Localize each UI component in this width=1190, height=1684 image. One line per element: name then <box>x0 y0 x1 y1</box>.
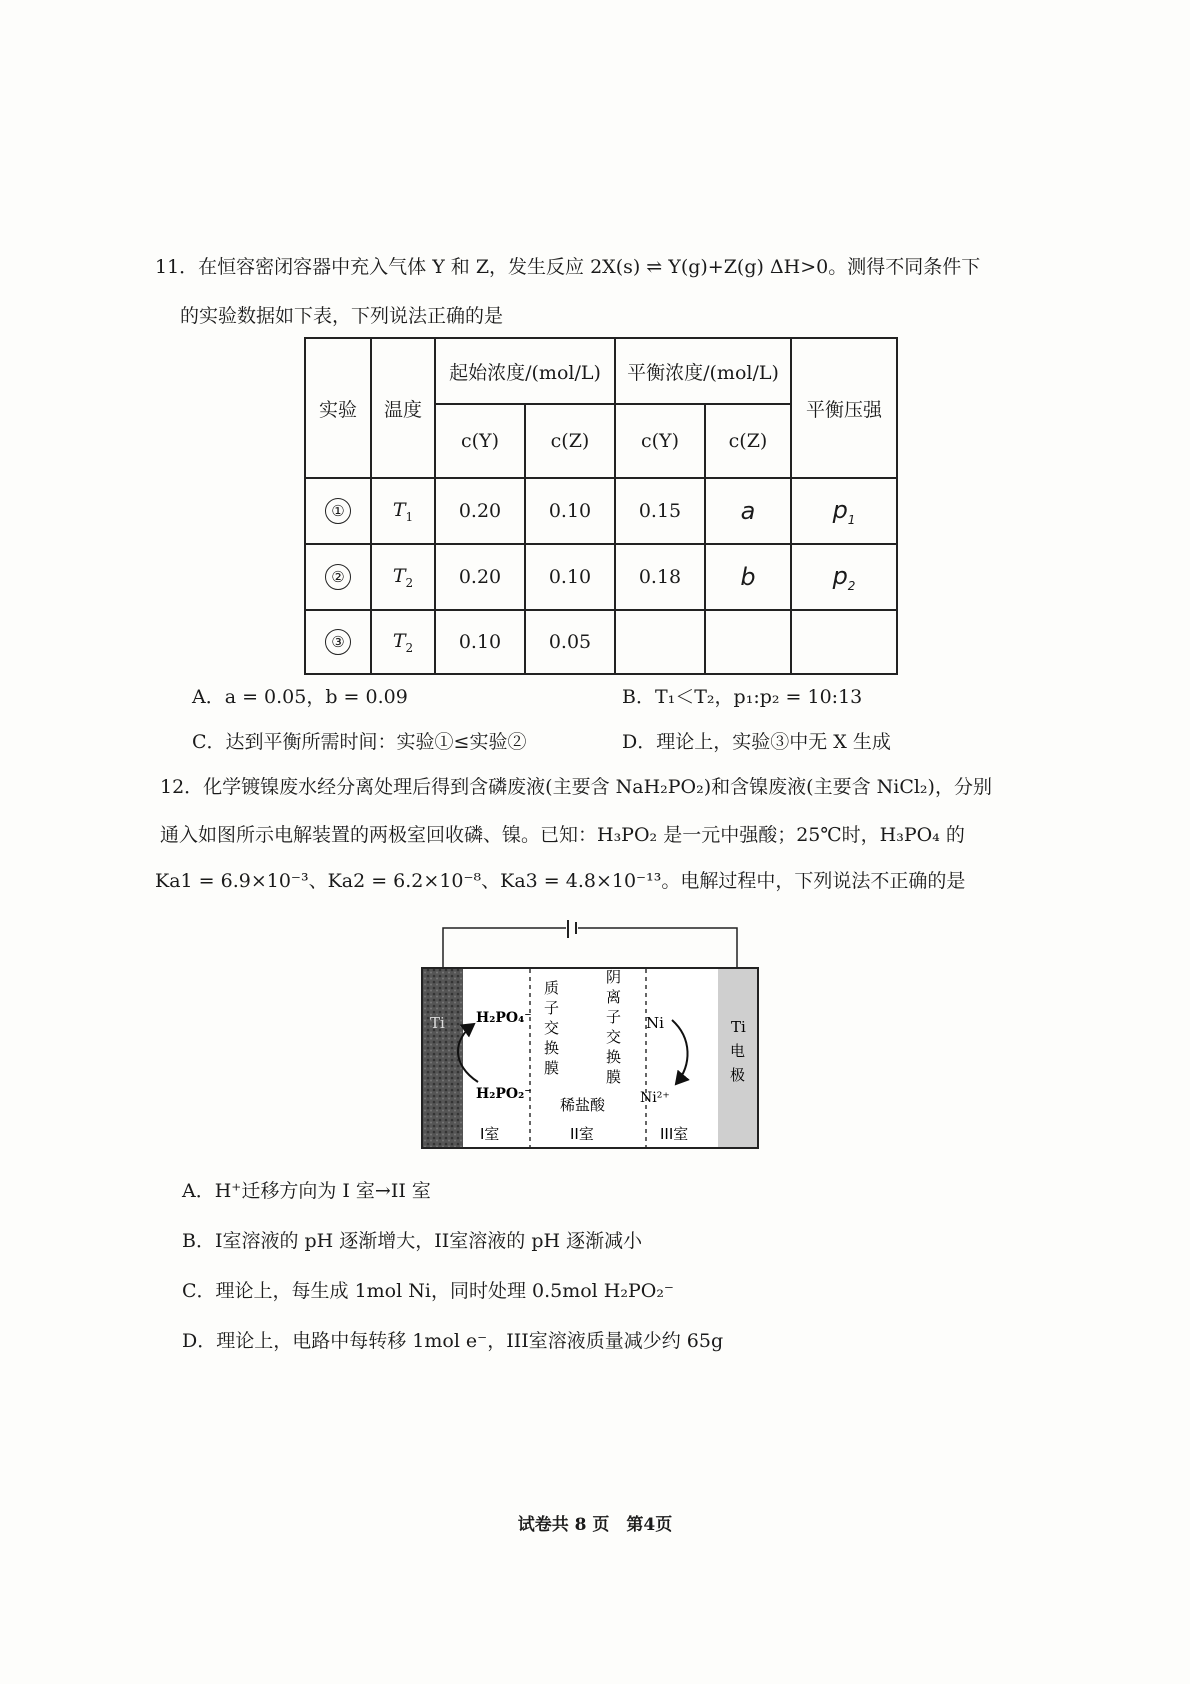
right-electrode-label-2: 电 <box>730 1042 746 1060</box>
cell-cy-equilibrium: 0.15 <box>615 478 705 544</box>
cell-cy-initial: 0.10 <box>435 610 525 674</box>
table-row <box>305 478 897 544</box>
membrane2-label-char: 阴 <box>606 968 622 986</box>
subheader-cz-initial: c(Z) <box>525 404 615 478</box>
room1-product-species: H₂PO₄⁻ <box>476 1010 532 1026</box>
page-footer: 试卷共 8 页 第4页 <box>517 1515 673 1535</box>
cell-cz-equilibrium: b <box>705 544 791 610</box>
membrane2-label-char: 子 <box>606 1008 622 1026</box>
q12-option-d[interactable]: D．理论上，电路中每转移 1mol e⁻，III室溶液质量减少约 65g <box>182 1330 724 1352</box>
subheader-cz-equilibrium: c(Z) <box>705 404 791 478</box>
membrane1-label-char: 交 <box>544 1019 560 1037</box>
room3-reactant-species: Ni²⁺ <box>640 1090 670 1106</box>
header-equilibrium-pressure: 平衡压强 <box>791 338 897 478</box>
experiment-number: ① <box>325 498 351 524</box>
pressure-symbol: p <box>832 561 848 590</box>
cell-cz-equilibrium: a <box>705 478 791 544</box>
temperature-symbol: T <box>392 498 406 521</box>
temperature-subscript: 2 <box>405 575 414 590</box>
cell-pressure <box>791 610 897 674</box>
cell-container <box>422 968 758 1148</box>
temperature-symbol: T <box>392 564 406 587</box>
right-electrode-label-1: Ti <box>731 1018 746 1036</box>
q11-option-d[interactable]: D．理论上，实验③中无 X 生成 <box>622 731 891 753</box>
left-electrode-label: Ti <box>430 1014 445 1032</box>
membrane2-label-char: 交 <box>606 1028 622 1046</box>
middle-solution-label: 稀盐酸 <box>560 1096 606 1114</box>
pressure-subscript: 1 <box>847 512 856 527</box>
membrane2-label-char: 离 <box>606 988 622 1006</box>
room2-label: II室 <box>570 1125 594 1143</box>
room3-label: III室 <box>660 1125 689 1143</box>
membrane1-label-char: 子 <box>544 999 560 1017</box>
cell-cz-equilibrium <box>705 610 791 674</box>
pressure-symbol: p <box>832 495 848 524</box>
right-electrode-label-3: 极 <box>730 1066 746 1084</box>
experiment-number: ② <box>325 564 351 590</box>
table-row <box>305 610 897 674</box>
q11-option-a[interactable]: A．a = 0.05，b = 0.09 <box>192 686 408 708</box>
circuit-wire-right <box>578 928 737 968</box>
subheader-cy-initial: c(Y) <box>435 404 525 478</box>
subheader-cy-equilibrium: c(Y) <box>615 404 705 478</box>
q12-stem-line1: 12．化学镀镍废水经分离处理后得到含磷废液(主要含 NaH₂PO₂)和含镍废液(主要含 NiCl₂)，分别 <box>160 776 992 798</box>
pressure-subscript: 2 <box>847 578 856 593</box>
table-row <box>305 544 897 610</box>
temperature-subscript: 2 <box>405 640 414 655</box>
left-electrode <box>423 969 463 1147</box>
membrane1-label-char: 质 <box>544 979 560 997</box>
membrane1-label-char: 膜 <box>544 1059 560 1077</box>
membrane1-label-char: 换 <box>544 1039 560 1057</box>
cell-cy-equilibrium: 0.18 <box>615 544 705 610</box>
cell-cz-initial: 0.10 <box>525 544 615 610</box>
q11-data-table <box>304 337 898 675</box>
cell-cy-equilibrium <box>615 610 705 674</box>
cell-cy-initial: 0.20 <box>435 544 525 610</box>
q12-option-a[interactable]: A．H⁺迁移方向为 I 室→II 室 <box>182 1180 431 1202</box>
q11-option-c[interactable]: C．达到平衡所需时间：实验①≤实验② <box>192 731 527 753</box>
temperature-symbol: T <box>392 629 406 652</box>
room1-label: I室 <box>480 1125 500 1143</box>
cell-cz-initial: 0.05 <box>525 610 615 674</box>
header-experiment: 实验 <box>305 338 371 478</box>
membrane2-label-char: 换 <box>606 1048 622 1066</box>
room1-reactant-species: H₂PO₂⁻ <box>476 1086 532 1102</box>
header-initial-concentration: 起始浓度/(mol/L) <box>435 338 615 404</box>
header-equilibrium-concentration: 平衡浓度/(mol/L) <box>615 338 791 404</box>
q12-option-c[interactable]: C．理论上，每生成 1mol Ni，同时处理 0.5mol H₂PO₂⁻ <box>182 1280 674 1302</box>
room3-product-species: Ni <box>646 1014 664 1032</box>
cell-cy-initial: 0.20 <box>435 478 525 544</box>
membrane2-label-char: 膜 <box>606 1068 622 1086</box>
q11-option-b[interactable]: B．T₁＜T₂，p₁:p₂ = 10:13 <box>622 686 863 708</box>
q11-stem-line2: 的实验数据如下表，下列说法正确的是 <box>180 305 504 327</box>
q11-stem-line1: 11．在恒容密闭容器中充入气体 Y 和 Z，发生反应 2X(s) ⇌ Y(g)+Z(g) ΔH>0。测得不同条件下 <box>155 256 981 278</box>
q12-option-b[interactable]: B．I室溶液的 pH 逐渐增大，II室溶液的 pH 逐渐减小 <box>182 1230 643 1252</box>
experiment-number: ③ <box>325 629 351 655</box>
header-temperature: 温度 <box>371 338 435 478</box>
q12-stem-line3: Ka1 = 6.9×10⁻³、Ka2 = 6.2×10⁻⁸、Ka3 = 4.8×10⁻¹³。电解过程中，下列说法不正确的是 <box>155 870 966 892</box>
circuit-wire-left <box>443 928 566 968</box>
temperature-subscript: 1 <box>405 509 414 524</box>
q12-stem-line2: 通入如图所示电解装置的两极室回收磷、镍。已知：H₃PO₂ 是一元中强酸；25℃时，H₃PO₄ 的 <box>160 824 965 846</box>
cell-cz-initial: 0.10 <box>525 478 615 544</box>
electrolysis-cell-diagram <box>420 920 760 1150</box>
